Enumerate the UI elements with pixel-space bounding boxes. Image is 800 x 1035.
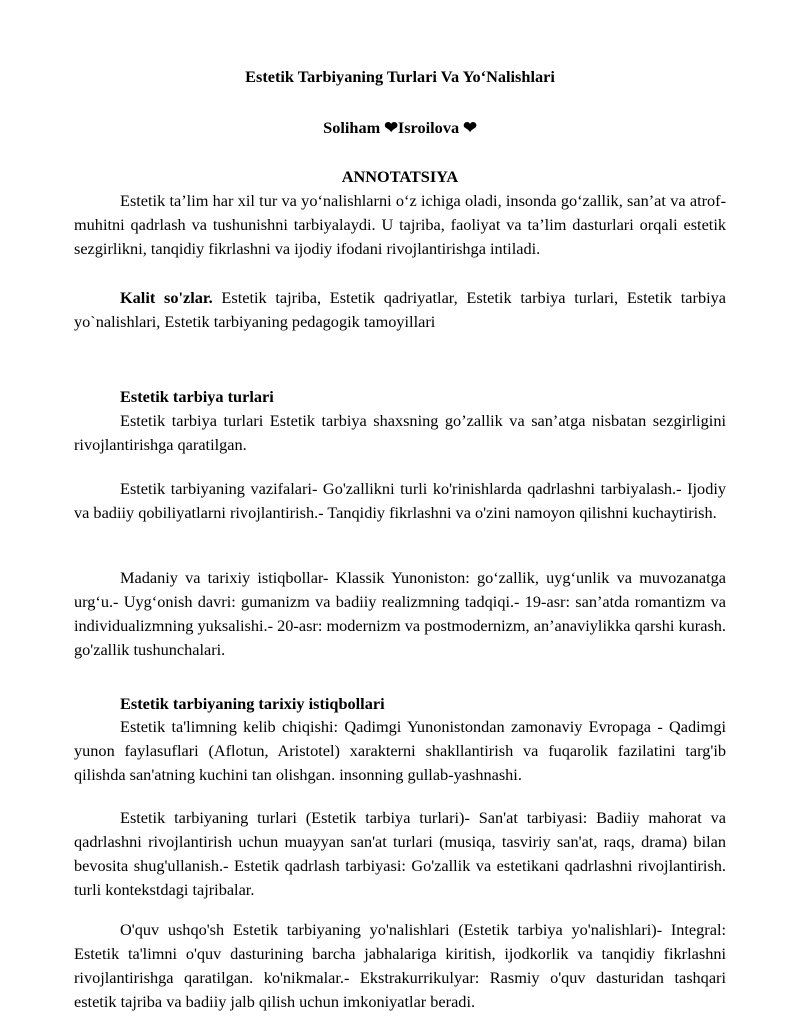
section2-paragraph: O'quv ushqo'sh Estetik tarbiyaning yo'nalishlari (Estetik tarbiya yo'nalishlari)- Integral: Estetik ta'limni o'quv dasturining barcha jabhalariga kiritish, ijodkorlik va tanqidiy fikrlashni rivojlantirishga qaratilgan. ko'nikmalar.- Ekstrakurrikulyar: Rasmiy o'quv dasturidan tashqari estetik tajriba va badiiy jalb qilish uchun imkoniyatlar beradi. [74,920,726,1011]
annotation-heading: ANNOTATSIYA [341,167,459,186]
annotation-text: Estetik ta’lim har xil tur va yo‘nalishlarni o‘z ichiga oladi, insonda go‘zallik, san’at va atrof-muhitni qadrlash va tushunishni tarbiyalaydi. U tajriba, faoliyat va ta’lim dasturlari orqali estetik sezgirlikni, tanqidiy fikrlashni va ijodiy ifodani rivojlantirishga intiladi. [74,191,726,258]
section1-paragraph: Madaniy va tarixiy istiqbollar- Klassik Yunoniston: go‘zallik, uyg‘unlik va muvozanatga urg‘u.- Uyg‘onish davri: gumanizm va badiiy realizmning tadqiqi.- 19-asr: san’atda romantizm va individualizmning yuksalishi.- 20-asr: modernizm va postmodernizm, an’anaviylikka qarshi kurash. go'zallik tushunchalari. [74,568,726,659]
keywords-text: Estetik tajriba, Estetik qadriyatlar, Estetik tarbiya turlari, Estetik tarbiya yo`nalishlari, Estetik tarbiyaning pedagogik tamoyillari [74,288,726,331]
section2-paragraph: Estetik ta'limning kelib chiqishi: Qadimgi Yunonistondan zamonaviy Evropaga - Qadimgi yunon faylasuflari (Aflotun, Aristotel) xarakterni shakllantirish va fuqarolik fazilatini targ'ib qilishda san'atning kuchini tan olishgan. insonning gullab-yashnashi. [74,717,726,784]
section1-paragraph: Estetik tarbiya turlari Estetik tarbiya shaxsning go’zallik va san’atga nisbatan sezgirligini rivojlantirishga qaratilgan. [74,411,726,454]
section2-paragraph: Estetik tarbiyaning turlari (Estetik tarbiya turlari)- San'at tarbiyasi: Badiiy mahorat va qadrlashni rivojlantirish uchun muayyan san'at turlari (musiqa, tasviriy san'at, raqs, drama) bilan bevosita shug'ullanish.- Estetik qadrlash tarbiyasi: Go'zallik va estetikani qadrlashni rivojlantirish. turli kontekstdagi tajribalar. [74,808,726,899]
document-title: Estetik Tarbiyaning Turlari Va Yo‘Nalishlari [245,67,555,86]
section2-heading: Estetik tarbiyaning tarixiy istiqbollari [120,694,385,713]
section1-paragraph: Estetik tarbiyaning vazifalari- Go'zallikni turli ko'rinishlarda qadrlashni tarbiyalash.- Ijodiy va badiiy qobiliyatlarni rivojlantirish.- Tanqidiy fikrlashni va o'zini namoyon qilishni kuchaytirish. [74,479,726,522]
section1-heading: Estetik tarbiya turlari [120,387,274,406]
author-line: Soliham ❤Isroilova ❤ [323,118,477,137]
keywords-paragraph [74,286,726,334]
keywords-label: Kalit so'zlar. [120,288,213,307]
